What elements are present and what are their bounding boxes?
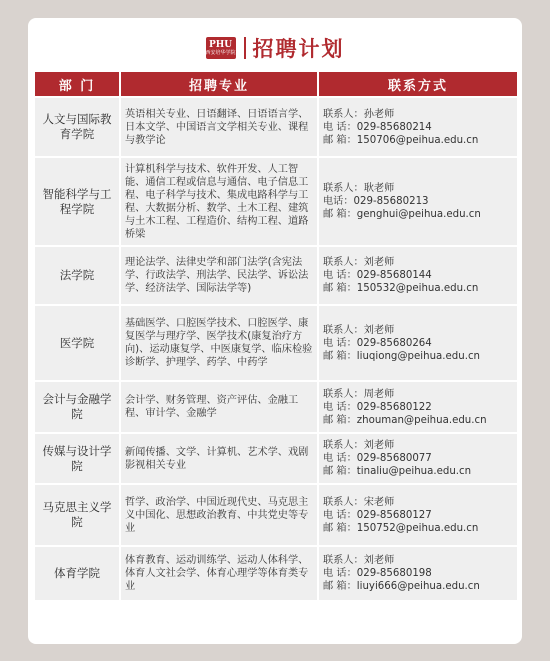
contact-email: 邮 箱：150532@peihua.edu.cn: [323, 283, 479, 294]
major-cell: 理论法学、法律史学和部门法学(含宪法学、行政法学、刑法学、民法学、诉讼法学、经济法学、国际法学等): [121, 247, 317, 304]
page-title: 招聘计划: [252, 37, 345, 61]
major-cell: 基础医学、口腔医学技术、口腔医学、康复医学与理疗学、医学技术(康复治疗方向)、运动康复学、中医康复学、临床检验诊断学、护理学、药学、中药学: [121, 306, 317, 380]
contact-phone: 电 话：029-85680122: [323, 401, 432, 413]
contact-email: 邮 箱：genghui@peihua.edu.cn: [323, 209, 481, 220]
page-heading: [28, 32, 522, 64]
department-cell: 会计与金融学院: [35, 382, 119, 432]
contact-email: 邮 箱：tinaliu@peihua.edu.cn: [323, 466, 472, 477]
logo-text-bottom: 西安培华学院: [205, 49, 236, 56]
contact-email: 邮 箱：150752@peihua.edu.cn: [323, 522, 479, 534]
contact-cell: [319, 247, 517, 304]
major-cell: 新闻传播、文学、计算机、艺术学、戏剧影视相关专业: [121, 434, 317, 483]
table-row: [35, 158, 517, 245]
major-cell: 计算机科学与技术、软件开发、人工智能、通信工程或信息与通信、电子信息工程、电子科学与技术、集成电路科学与工程、大数据分析、数学、土木工程、建筑与土木工程、工程造价、结构工程、道路桥梁: [121, 158, 317, 245]
contact-person: 联系人：周老师: [323, 388, 395, 400]
contact-phone: 电 话：029-85680077: [323, 453, 432, 464]
column-header-department: 部 门: [35, 72, 119, 96]
major-cell: 哲学、政治学、中国近现代史、马克思主义中国化、思想政治教育、中共党史等专业: [121, 485, 317, 545]
contact-email: 邮 箱：zhouman@peihua.edu.cn: [323, 414, 487, 426]
major-cell: 体育教育、运动训练学、运动人体科学、体育人文社会学、体育心理学等体育类专业: [121, 547, 317, 600]
table-row: [35, 547, 517, 600]
column-header-major: 招聘专业: [121, 72, 317, 96]
department-cell: 体育学院: [35, 547, 119, 600]
contact-cell: [319, 382, 517, 432]
contact-person: 联系人：孙老师: [323, 108, 395, 120]
table-row: [35, 382, 517, 432]
contact-person: 联系人：耿老师: [323, 183, 395, 194]
table-header-row: [35, 72, 517, 96]
department-cell: 智能科学与工程学院: [35, 158, 119, 245]
contact-email: 邮 箱：liuqiong@peihua.edu.cn: [323, 350, 481, 362]
recruitment-table: [33, 70, 519, 602]
contact-cell: [319, 158, 517, 245]
contact-cell: [319, 485, 517, 545]
contact-person: 联系人：宋老师: [323, 496, 395, 508]
major-cell: 会计学、财务管理、资产评估、金融工程、审计学、金融学: [121, 382, 317, 432]
contact-person: 联系人：刘老师: [323, 257, 395, 268]
table-row: [35, 247, 517, 304]
contact-phone: 电 话：029-85680264: [323, 337, 432, 349]
contact-cell: [319, 434, 517, 483]
table-row: [35, 485, 517, 545]
contact-cell: [319, 98, 517, 156]
department-cell: 法学院: [35, 247, 119, 304]
recruitment-card: [28, 18, 522, 644]
table-row: [35, 306, 517, 380]
contact-email: 邮 箱：150706@peihua.edu.cn: [323, 134, 479, 146]
contact-person: 联系人：刘老师: [323, 440, 395, 451]
department-cell: 医学院: [35, 306, 119, 380]
contact-phone: 电话：029-85680213: [323, 196, 429, 207]
department-cell: 马克思主义学院: [35, 485, 119, 545]
contact-email: 邮 箱：liuyi666@peihua.edu.cn: [323, 581, 480, 592]
major-cell: 英语相关专业、日语翻译、日语语言学、日本文学、中国语言文学相关专业、课程与教学论: [121, 98, 317, 156]
contact-phone: 电 话：029-85680214: [323, 121, 432, 133]
contact-phone: 电 话：029-85680127: [323, 509, 432, 521]
department-cell: 人文与国际教育学院: [35, 98, 119, 156]
contact-cell: [319, 547, 517, 600]
contact-phone: 电 话：029-85680144: [323, 270, 432, 281]
table-row: [35, 98, 517, 156]
department-cell: 传媒与设计学院: [35, 434, 119, 483]
column-header-contact: 联系方式: [319, 72, 517, 96]
contact-phone: 电 话：029-85680198: [323, 568, 432, 579]
university-logo: [206, 37, 236, 59]
contact-person: 联系人：刘老师: [323, 324, 395, 336]
contact-cell: [319, 306, 517, 380]
logo-text-top: PHU: [208, 39, 233, 50]
contact-person: 联系人：刘老师: [323, 555, 395, 566]
table-row: [35, 434, 517, 483]
heading-divider: [244, 37, 246, 59]
